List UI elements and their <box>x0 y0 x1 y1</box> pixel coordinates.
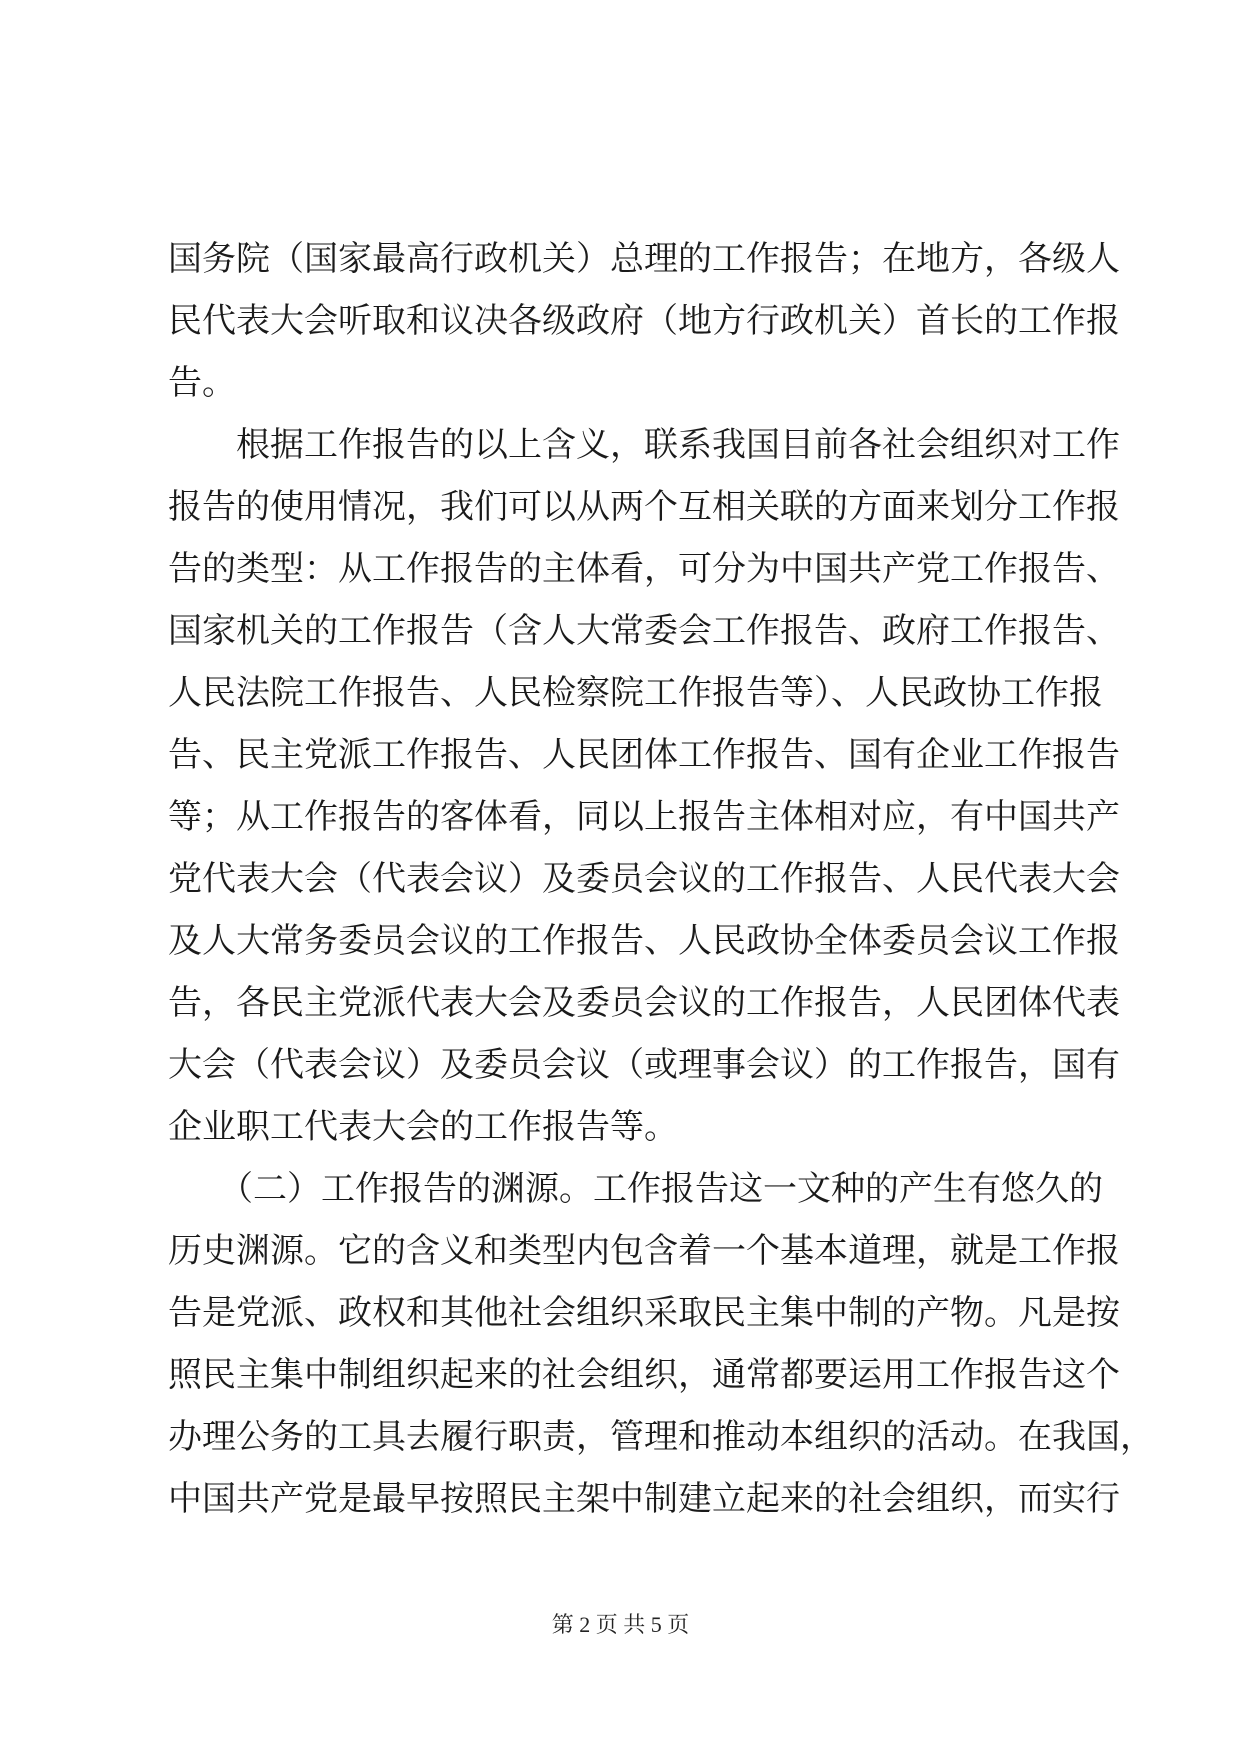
text-line: 告、民主党派工作报告、人民团体工作报告、国有企业工作报告 <box>168 735 1120 775</box>
text-line: 告是党派、政权和其他社会组织采取民主集中制的产物。凡是按 <box>168 1293 1120 1333</box>
text-line: 国家机关的工作报告（含人大常委会工作报告、政府工作报告、 <box>168 611 1120 651</box>
text-line: 中国共产党是最早按照民主架中制建立起来的社会组织，而实行 <box>168 1479 1120 1519</box>
text-line: （二）工作报告的渊源。工作报告这一文种的产生有悠久的 <box>168 1169 1103 1209</box>
text-line: 根据工作报告的以上含义，联系我国目前各社会组织对工作 <box>168 425 1120 465</box>
text-line: 国务院（国家最高行政机关）总理的工作报告；在地方，各级人 <box>168 239 1120 279</box>
paragraph <box>168 228 1120 414</box>
text-line: 告，各民主党派代表大会及委员会议的工作报告，人民团体代表 <box>168 983 1120 1023</box>
text-line: 告的类型：从工作报告的主体看，可分为中国共产党工作报告、 <box>168 549 1120 589</box>
text-line: 党代表大会（代表会议）及委员会议的工作报告、人民代表大会 <box>168 859 1120 899</box>
text-line: 及人大常务委员会议的工作报告、人民政协全体委员会议工作报 <box>168 921 1120 961</box>
text-line: 办理公务的工具去履行职责，管理和推动本组织的活动。在我国， <box>168 1417 1154 1457</box>
text-line: 人民法院工作报告、人民检察院工作报告等）、人民政协工作报 <box>168 673 1103 713</box>
text-line: 企业职工代表大会的工作报告等。 <box>168 1107 678 1147</box>
text-line: 告。 <box>168 363 236 403</box>
text-line: 报告的使用情况，我们可以从两个互相关联的方面来划分工作报 <box>168 487 1120 527</box>
paragraph <box>168 414 1120 1158</box>
document-body <box>168 228 1154 1530</box>
text-line: 历史渊源。它的含义和类型内包含着一个基本道理，就是工作报 <box>168 1231 1120 1271</box>
text-line: 民代表大会听取和议决各级政府（地方行政机关）首长的工作报 <box>168 301 1120 341</box>
text-line: 等；从工作报告的客体看，同以上报告主体相对应，有中国共产 <box>168 797 1120 837</box>
page-number-footer: 第 2 页 共 5 页 <box>551 1612 690 1637</box>
text-line: 大会（代表会议）及委员会议（或理事会议）的工作报告，国有 <box>168 1045 1120 1085</box>
paragraph <box>168 1158 1154 1530</box>
text-line: 照民主集中制组织起来的社会组织，通常都要运用工作报告这个 <box>168 1355 1120 1395</box>
